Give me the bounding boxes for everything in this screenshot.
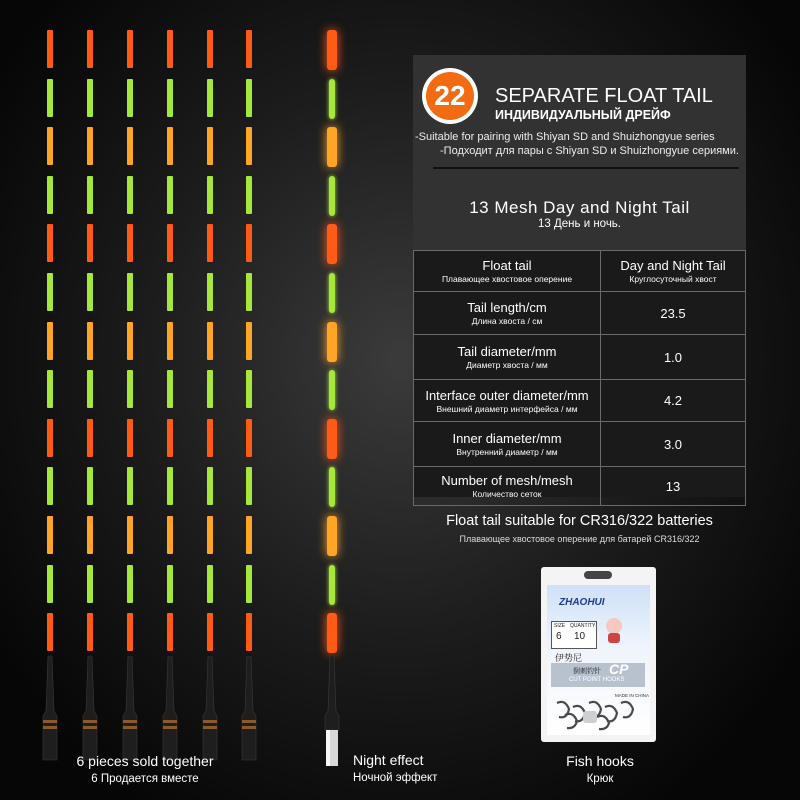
float-segment (87, 370, 93, 408)
float-segment (246, 419, 252, 457)
battery-note-ru: Плавающее хвостовое оперение для батарей CR316/322 (459, 534, 700, 544)
hooks-caption: Fish hooks (566, 753, 634, 769)
mascot-icon (603, 615, 625, 645)
float-segment (127, 224, 133, 262)
float-segment (127, 565, 133, 603)
spec-row (414, 467, 746, 506)
float-segment (127, 613, 133, 651)
float-segment (207, 467, 213, 505)
glow-segment (329, 565, 335, 605)
float-segment (246, 516, 252, 554)
night-float-base (323, 656, 341, 773)
glow-segment (327, 613, 337, 653)
float-segment (87, 565, 93, 603)
float-segment (167, 273, 173, 311)
float-segment (127, 176, 133, 214)
glow-segment (327, 322, 337, 362)
float-segment (47, 370, 53, 408)
float-segment (246, 273, 252, 311)
float-segment (127, 30, 133, 68)
glow-segment (327, 30, 337, 70)
spec-label: Interface outer diameter/mm Внешний диаметр интерфейса / мм (414, 380, 601, 422)
hang-hole-icon (584, 571, 612, 579)
spec-table (413, 250, 746, 506)
float-segment (87, 613, 93, 651)
float-segment (127, 467, 133, 505)
float-segment (207, 79, 213, 117)
float-segment (87, 224, 93, 262)
night-caption-ru: Ночной эффект (353, 772, 438, 784)
quantity-value: 10 (574, 631, 586, 642)
float-segment (167, 565, 173, 603)
spec-label: Tail length/cm Длина хвоста / см (414, 292, 601, 335)
float-segment (207, 516, 213, 554)
float-segment (127, 273, 133, 311)
float-segment (87, 467, 93, 505)
package-card (547, 585, 650, 735)
float-segment (87, 516, 93, 554)
float-segment (207, 127, 213, 165)
float-segment (246, 176, 252, 214)
float-segment (47, 419, 53, 457)
float-segment (87, 127, 93, 165)
float-segment (47, 565, 53, 603)
spec-row (414, 422, 746, 467)
glow-segment (327, 127, 337, 167)
float-segment (207, 322, 213, 360)
float-segment (47, 516, 53, 554)
spec-value: 4.2 (601, 380, 746, 422)
compatibility-note-ru: -Подходит для пары с Shiyan SD и Shuizhongyue сериями. (440, 145, 739, 157)
float-segment (87, 79, 93, 117)
spec-label: Float tail Плавающее хвостовое оперение (414, 251, 601, 292)
spec-value: 3.0 (601, 422, 746, 467)
spec-value: 23.5 (601, 292, 746, 335)
float-segment (87, 30, 93, 68)
float-segment (47, 322, 53, 360)
float-segment (207, 370, 213, 408)
float-segment (246, 127, 252, 165)
cp-logo: CP (609, 661, 629, 677)
subtitle-ru: 13 День и ночь. (538, 218, 621, 230)
made-in-label: MADE IN CHINA (615, 693, 650, 698)
float-segment (246, 467, 252, 505)
spec-row (414, 292, 746, 335)
float-segment (127, 79, 133, 117)
float-segment (87, 322, 93, 360)
float-segment (167, 127, 173, 165)
hooks-caption-ru: Крюк (586, 773, 614, 785)
float-segment (47, 273, 53, 311)
float-segment (167, 176, 173, 214)
hooks-icon (553, 697, 645, 731)
float-segment (246, 370, 252, 408)
float-segment (47, 176, 53, 214)
spec-value: Day and Night Tail Круглосуточный хвост (601, 251, 746, 292)
size-box: SIZE QUANTITY 6 10 (551, 621, 597, 649)
info-panel (413, 55, 746, 255)
float-segment (207, 176, 213, 214)
float-segment (167, 467, 173, 505)
float-segment (47, 79, 53, 117)
float-segment (246, 79, 252, 117)
spec-label: Number of mesh/mesh Количество сеток (414, 467, 601, 506)
spec-row (414, 251, 746, 292)
float-segment (127, 127, 133, 165)
float-segment (47, 224, 53, 262)
float-segment (127, 322, 133, 360)
float-segment (246, 565, 252, 603)
glow-segment (329, 467, 335, 507)
cut-point-label: CUT POINT HOOKS (569, 677, 625, 683)
divider (433, 167, 739, 169)
float-segment (127, 516, 133, 554)
glow-segment (327, 419, 337, 459)
badge-number: 22 (426, 72, 474, 120)
subtitle: 13 Mesh Day and Night Tail (469, 198, 690, 217)
spec-value: 13 (601, 467, 746, 506)
float-segment (167, 613, 173, 651)
float-segment (167, 322, 173, 360)
size-value: 6 (556, 631, 562, 642)
float-segment (246, 613, 252, 651)
float-segment (167, 419, 173, 457)
float-segment (167, 79, 173, 117)
panel-title-ru: ИНДИВИДУАЛЬНЫЙ ДРЕЙФ (495, 108, 671, 122)
spec-value: 1.0 (601, 335, 746, 380)
glow-segment (329, 370, 335, 410)
tag-strip: 倒刺钓针 CP CUT POINT HOOKS (551, 663, 645, 687)
float-segment (87, 273, 93, 311)
battery-note: Float tail suitable for CR316/322 batteries (446, 513, 713, 529)
float-segment (127, 370, 133, 408)
glow-segment (329, 176, 335, 216)
float-segment (47, 127, 53, 165)
glow-segment (327, 224, 337, 264)
spec-row (414, 335, 746, 380)
night-caption: Night effect (353, 752, 424, 768)
float-segment (246, 30, 252, 68)
float-segment (167, 370, 173, 408)
float-segment (47, 613, 53, 651)
float-segment (167, 224, 173, 262)
pieces-caption: 6 pieces sold together (76, 753, 214, 769)
float-segment (87, 176, 93, 214)
float-segment (167, 30, 173, 68)
package-brand: ZHAOHUI (559, 597, 605, 608)
spec-table-panel (413, 250, 746, 497)
float-segment (207, 224, 213, 262)
float-segment (47, 467, 53, 505)
spec-label: Tail diameter/mm Диаметр хвоста / мм (414, 335, 601, 380)
glow-segment (329, 79, 335, 119)
pieces-caption-ru: 6 Продается вместе (91, 773, 199, 785)
float-segment (47, 30, 53, 68)
float-segment (207, 30, 213, 68)
spec-row (414, 380, 746, 422)
glow-segment (329, 273, 335, 313)
panel-title: SEPARATE FLOAT TAIL (495, 85, 713, 107)
float-segment (207, 613, 213, 651)
float-segment (167, 516, 173, 554)
float-segment (207, 565, 213, 603)
float-segment (127, 419, 133, 457)
spec-label: Inner diameter/mm Внутренний диаметр / мм (414, 422, 601, 467)
float-segment (87, 419, 93, 457)
glow-segment (327, 516, 337, 556)
compatibility-note: -Suitable for pairing with Shiyan SD and Shuizhongyue series (415, 131, 715, 143)
number-badge (422, 68, 478, 124)
float-segment (246, 224, 252, 262)
float-segment (207, 419, 213, 457)
float-segment (207, 273, 213, 311)
hook-package (541, 567, 656, 742)
product-name-cn: 伊势尼 (555, 653, 583, 663)
float-segment (246, 322, 252, 360)
